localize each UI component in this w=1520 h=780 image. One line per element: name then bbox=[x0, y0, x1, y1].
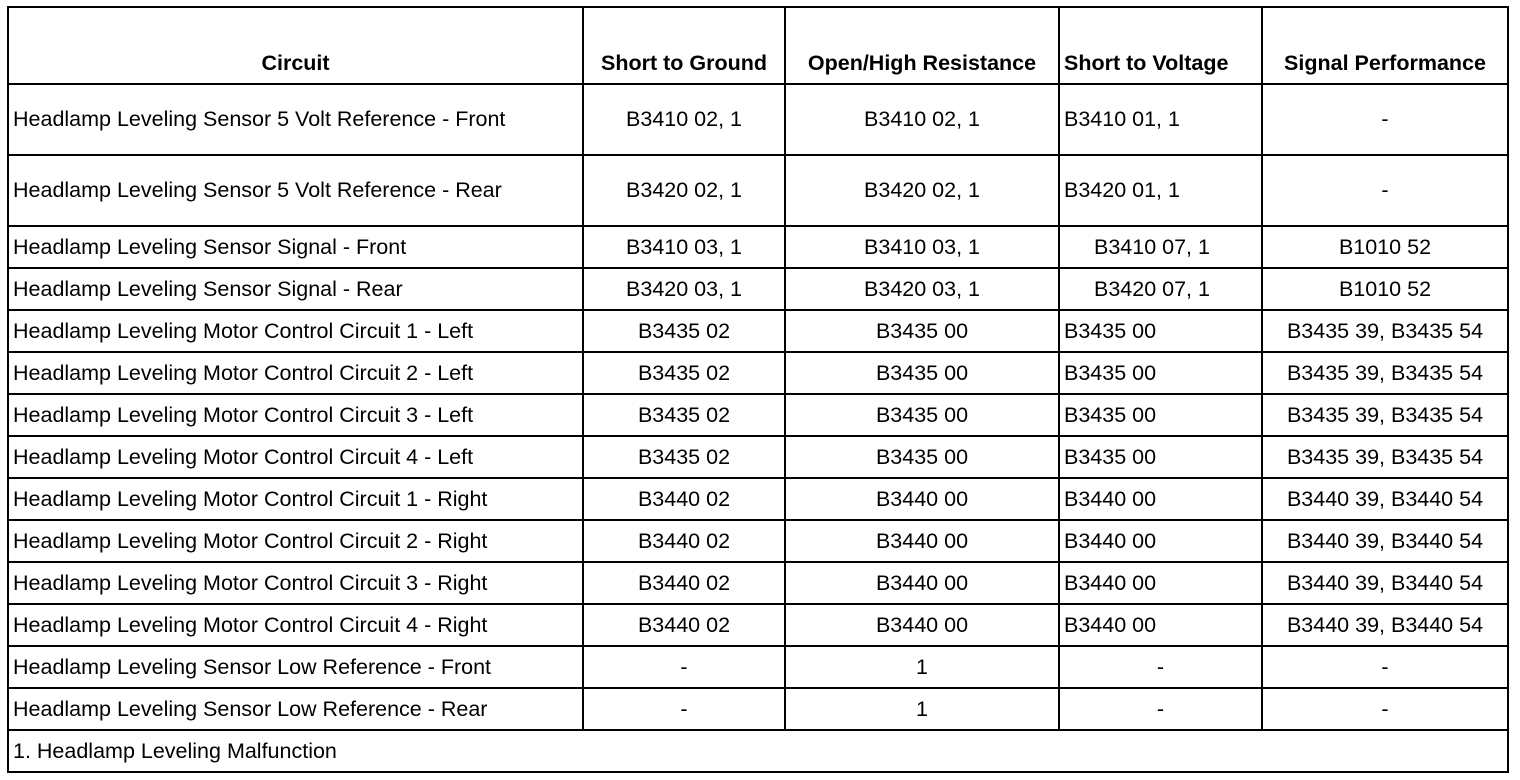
circuit-cell: Headlamp Leveling Sensor Signal - Rear bbox=[8, 268, 583, 310]
table-row bbox=[8, 352, 1508, 394]
signal-performance-cell: B1010 52 bbox=[1262, 226, 1508, 268]
table-row bbox=[8, 226, 1508, 268]
signal-performance-cell: - bbox=[1262, 688, 1508, 730]
short-to-ground-cell: B3440 02 bbox=[583, 520, 785, 562]
signal-performance-cell: B3440 39, B3440 54 bbox=[1262, 478, 1508, 520]
circuit-cell: Headlamp Leveling Motor Control Circuit 2 - Left bbox=[8, 352, 583, 394]
table-header-row bbox=[8, 7, 1508, 84]
footnote-row bbox=[8, 730, 1508, 772]
circuit-cell: Headlamp Leveling Motor Control Circuit 2 - Right bbox=[8, 520, 583, 562]
open-high-resistance-cell: 1 bbox=[785, 646, 1059, 688]
circuit-cell: Headlamp Leveling Motor Control Circuit 4 - Right bbox=[8, 604, 583, 646]
open-high-resistance-cell: B3440 00 bbox=[785, 562, 1059, 604]
open-high-resistance-cell: B3420 03, 1 bbox=[785, 268, 1059, 310]
short-to-voltage-cell: B3435 00 bbox=[1059, 394, 1262, 436]
open-high-resistance-cell: B3420 02, 1 bbox=[785, 155, 1059, 226]
circuit-cell: Headlamp Leveling Sensor Signal - Front bbox=[8, 226, 583, 268]
short-to-ground-cell: B3440 02 bbox=[583, 562, 785, 604]
table-row bbox=[8, 646, 1508, 688]
signal-performance-cell: B3440 39, B3440 54 bbox=[1262, 604, 1508, 646]
short-to-voltage-cell: B3420 07, 1 bbox=[1059, 268, 1262, 310]
circuit-cell: Headlamp Leveling Sensor 5 Volt Reference - Front bbox=[8, 84, 583, 155]
signal-performance-cell: - bbox=[1262, 155, 1508, 226]
short-to-voltage-cell: B3440 00 bbox=[1059, 604, 1262, 646]
short-to-voltage-cell: B3440 00 bbox=[1059, 478, 1262, 520]
table-row bbox=[8, 268, 1508, 310]
short-to-voltage-cell: B3410 07, 1 bbox=[1059, 226, 1262, 268]
open-high-resistance-cell: B3410 03, 1 bbox=[785, 226, 1059, 268]
signal-performance-cell: B3435 39, B3435 54 bbox=[1262, 352, 1508, 394]
signal-performance-cell: B3435 39, B3435 54 bbox=[1262, 310, 1508, 352]
table-row bbox=[8, 394, 1508, 436]
signal-performance-cell: - bbox=[1262, 84, 1508, 155]
short-to-ground-cell: B3435 02 bbox=[583, 352, 785, 394]
header-circuit: Circuit bbox=[8, 7, 583, 84]
circuit-cell: Headlamp Leveling Motor Control Circuit 1 - Left bbox=[8, 310, 583, 352]
short-to-ground-cell: - bbox=[583, 646, 785, 688]
table-row bbox=[8, 84, 1508, 155]
short-to-ground-cell: B3435 02 bbox=[583, 310, 785, 352]
short-to-ground-cell: B3420 03, 1 bbox=[583, 268, 785, 310]
open-high-resistance-cell: 1 bbox=[785, 688, 1059, 730]
circuit-cell: Headlamp Leveling Motor Control Circuit 4 - Left bbox=[8, 436, 583, 478]
signal-performance-cell: B3435 39, B3435 54 bbox=[1262, 436, 1508, 478]
circuit-cell: Headlamp Leveling Motor Control Circuit 3 - Left bbox=[8, 394, 583, 436]
short-to-voltage-cell: - bbox=[1059, 688, 1262, 730]
signal-performance-cell: B3435 39, B3435 54 bbox=[1262, 394, 1508, 436]
table-row bbox=[8, 436, 1508, 478]
open-high-resistance-cell: B3410 02, 1 bbox=[785, 84, 1059, 155]
open-high-resistance-cell: B3440 00 bbox=[785, 520, 1059, 562]
table-row bbox=[8, 478, 1508, 520]
circuit-cell: Headlamp Leveling Motor Control Circuit 1 - Right bbox=[8, 478, 583, 520]
short-to-voltage-cell: B3440 00 bbox=[1059, 562, 1262, 604]
table-row bbox=[8, 562, 1508, 604]
short-to-ground-cell: B3440 02 bbox=[583, 604, 785, 646]
header-short-to-voltage: Short to Voltage bbox=[1059, 7, 1262, 84]
circuit-cell: Headlamp Leveling Sensor Low Reference - Front bbox=[8, 646, 583, 688]
short-to-voltage-cell: B3435 00 bbox=[1059, 310, 1262, 352]
short-to-ground-cell: B3435 02 bbox=[583, 436, 785, 478]
signal-performance-cell: B3440 39, B3440 54 bbox=[1262, 520, 1508, 562]
short-to-voltage-cell: B3435 00 bbox=[1059, 436, 1262, 478]
open-high-resistance-cell: B3435 00 bbox=[785, 310, 1059, 352]
open-high-resistance-cell: B3440 00 bbox=[785, 478, 1059, 520]
table-row bbox=[8, 520, 1508, 562]
short-to-ground-cell: B3410 03, 1 bbox=[583, 226, 785, 268]
short-to-ground-cell: - bbox=[583, 688, 785, 730]
table-row bbox=[8, 688, 1508, 730]
table-row bbox=[8, 604, 1508, 646]
circuit-cell: Headlamp Leveling Sensor 5 Volt Reference - Rear bbox=[8, 155, 583, 226]
open-high-resistance-cell: B3435 00 bbox=[785, 352, 1059, 394]
short-to-ground-cell: B3435 02 bbox=[583, 394, 785, 436]
short-to-ground-cell: B3440 02 bbox=[583, 478, 785, 520]
short-to-ground-cell: B3410 02, 1 bbox=[583, 84, 785, 155]
header-open-high-resistance: Open/High Resistance bbox=[785, 7, 1059, 84]
short-to-voltage-cell: - bbox=[1059, 646, 1262, 688]
header-short-to-ground: Short to Ground bbox=[583, 7, 785, 84]
short-to-voltage-cell: B3435 00 bbox=[1059, 352, 1262, 394]
open-high-resistance-cell: B3435 00 bbox=[785, 394, 1059, 436]
signal-performance-cell: - bbox=[1262, 646, 1508, 688]
signal-performance-cell: B3440 39, B3440 54 bbox=[1262, 562, 1508, 604]
circuit-cell: Headlamp Leveling Motor Control Circuit 3 - Right bbox=[8, 562, 583, 604]
short-to-ground-cell: B3420 02, 1 bbox=[583, 155, 785, 226]
signal-performance-cell: B1010 52 bbox=[1262, 268, 1508, 310]
open-high-resistance-cell: B3435 00 bbox=[785, 436, 1059, 478]
open-high-resistance-cell: B3440 00 bbox=[785, 604, 1059, 646]
table-row bbox=[8, 310, 1508, 352]
header-signal-performance: Signal Performance bbox=[1262, 7, 1508, 84]
short-to-voltage-cell: B3420 01, 1 bbox=[1059, 155, 1262, 226]
table-row bbox=[8, 155, 1508, 226]
short-to-voltage-cell: B3440 00 bbox=[1059, 520, 1262, 562]
circuit-cell: Headlamp Leveling Sensor Low Reference - Rear bbox=[8, 688, 583, 730]
dtc-circuit-table bbox=[7, 6, 1509, 773]
footnote: 1. Headlamp Leveling Malfunction bbox=[8, 730, 1508, 772]
short-to-voltage-cell: B3410 01, 1 bbox=[1059, 84, 1262, 155]
